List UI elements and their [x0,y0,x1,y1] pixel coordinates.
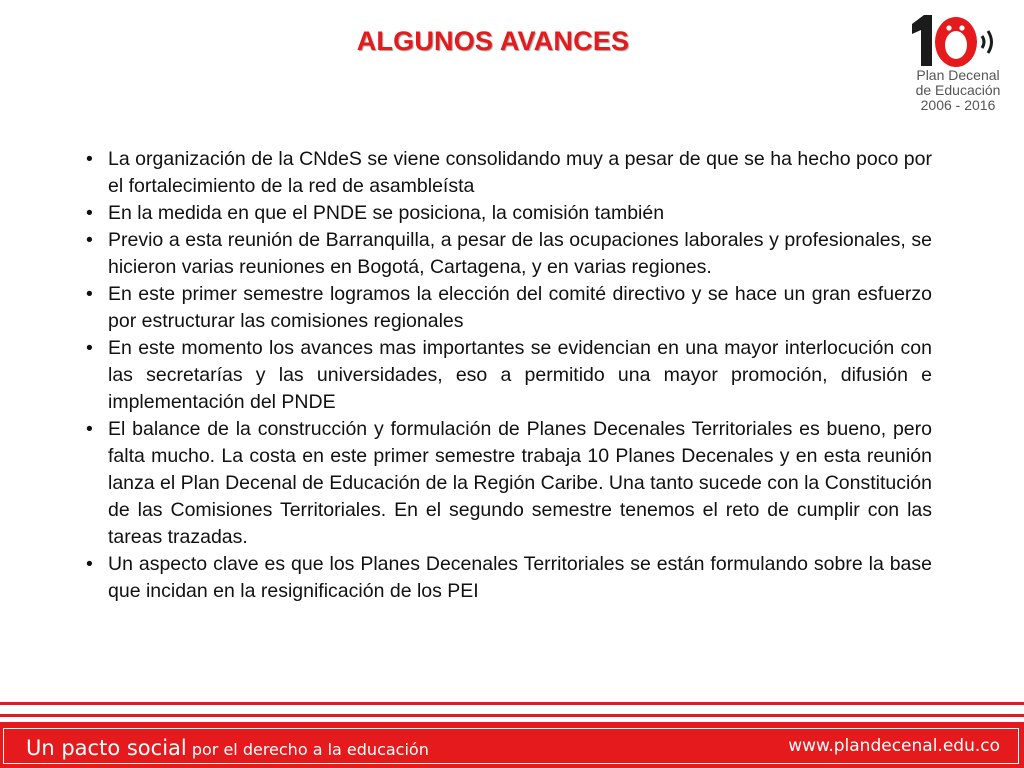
bullet-item: • En este momento los avances mas importantes se evidencian en una mayor interlocución con las secretarías y las universidades, eso a permitido una mayor promoción, difusión e implementación del PNDE [84,335,932,416]
bullet-item: • La organización de la CNdeS se viene consolidando muy a pesar de que se ha hecho poco por el fortalecimiento de la red de asambleísta [84,146,932,200]
footer-divider-top [0,702,1024,705]
slide-content [84,146,932,605]
footer-divider-bottom [0,714,1024,717]
logo-graphic-icon [902,10,1014,70]
slogan-main: Un pacto social [26,736,187,760]
slide-title: ALGUNOS AVANCES [356,26,630,56]
bullet-item: • Un aspecto clave es que los Planes Decenales Territoriales se están formulando sobre la base que incidan en la resignificación de los PEI [84,551,932,605]
bullet-item: • En la medida en que el PNDE se posiciona, la comisión también [84,200,932,227]
bullet-list [84,146,932,605]
bullet-item: • En este primer semestre logramos la elección del comité directivo y se hace un gran esfuerzo por estructurar las comisiones regionales [84,281,932,335]
logo-line-1: Plan Decenal [916,67,1000,83]
footer-slogan [26,736,429,760]
slogan-sub: por el derecho a la educación [191,740,429,759]
plan-decenal-logo [902,10,1014,120]
footer-bar [0,722,1024,768]
bullet-item: • Previo a esta reunión de Barranquilla, a pesar de las ocupaciones laborales y profesionales, se hicieron varias reuniones en Bogotá, Cartagena, y en varias regiones. [84,227,932,281]
logo-line-3: 2006 - 2016 [920,97,996,113]
footer-frame [3,728,1019,764]
logo-line-2: de Educación [915,82,1001,98]
website-link[interactable]: www.plandecenal.edu.co [788,736,1000,756]
bullet-item: • El balance de la construcción y formulación de Planes Decenales Territoriales es bueno, pero falta mucho. La costa en este primer semestre trabaja 10 Planes Decenales y en esta reunión lanza el Plan Decenal de Educación de la Región Caribe. Una tanto sucede con la Constitución de las Comisiones Territoriales. En el segundo semestre tenemos el reto de cumplir con las tareas trazadas. [84,416,932,551]
logo-text [902,68,1014,113]
